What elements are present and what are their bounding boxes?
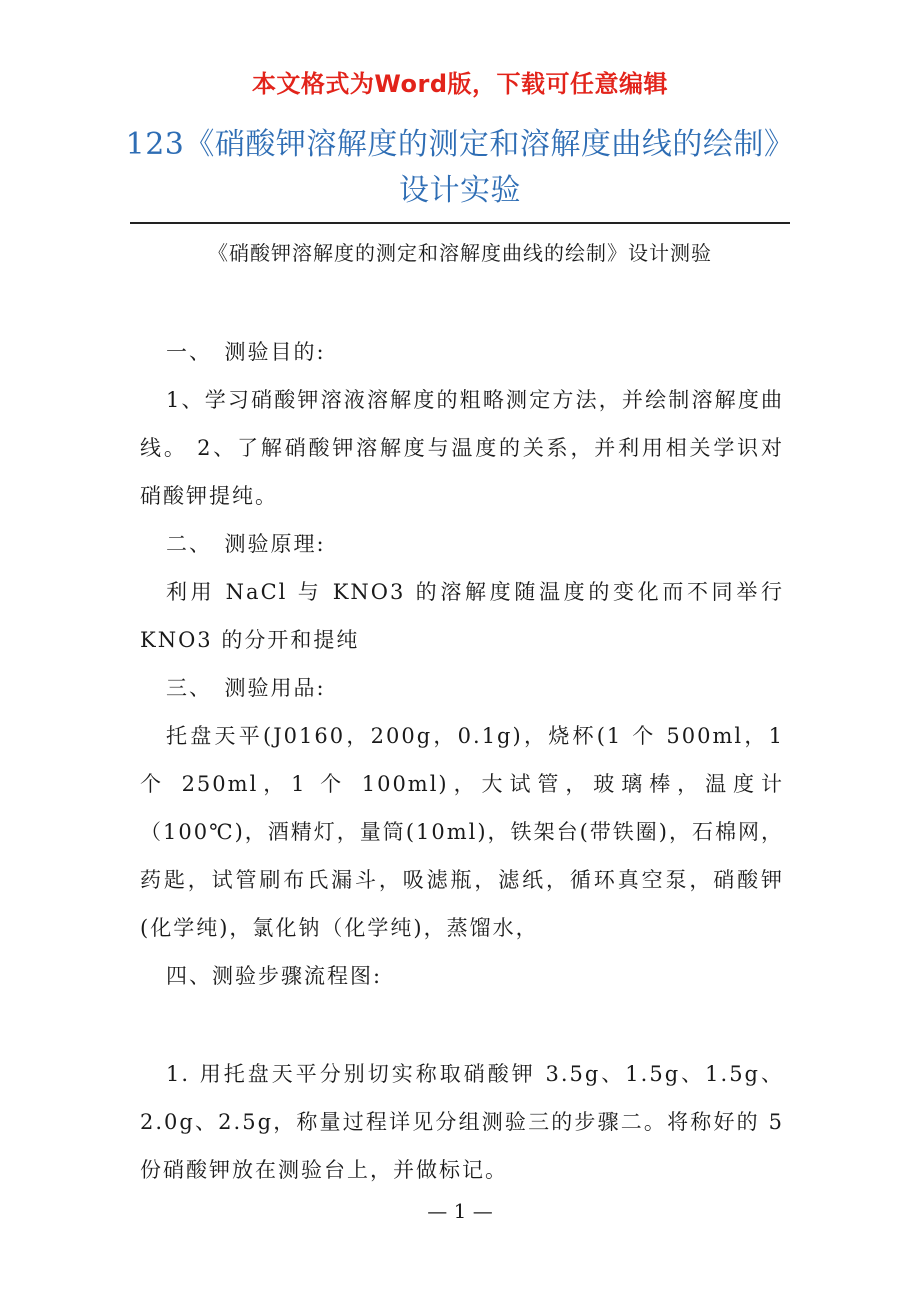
title-divider [130,222,790,224]
section-1-heading: 一、 测验目的: [166,340,326,364]
section-2-heading: 二、 测验原理: [166,532,326,556]
section-4-heading: 四、测验步骤流程图: [166,964,383,988]
step-1-paragraph: 1. 用托盘天平分别切实称取硝酸钾 3.5g、1.5g、1.5g、2.0g、2.5g，称量过程详见分组测验三的步骤二。将称好的 5 份硝酸钾放在测验台上，并做标记。 [140,1062,784,1182]
document-subtitle: 《硝酸钾溶解度的测定和溶解度曲线的绘制》设计测验 [208,241,712,265]
section-2-body: 利用 NaCl 与 KNO3 的溶解度随温度的变化而不同举行 KNO3 的分开和提纯 [140,580,784,652]
download-banner: 本文格式为Word版，下载可任意编辑 [251,70,669,98]
page-number: — 1 — [427,1199,493,1223]
section-3-heading: 三、 测验用品: [166,676,326,700]
document-title: 123《硝酸钾溶解度的测定和溶解度曲线的绘制》设计实验 [125,127,795,208]
section-1-body: 1、学习硝酸钾溶液溶解度的粗略测定方法，并绘制溶解度曲线。 2、了解硝酸钾溶解度与温度的关系，并利用相关学识对硝酸钾提纯。 [140,388,784,508]
section-3-body: 托盘天平(J0160，200g，0.1g)，烧杯(1 个 500ml，1 个 250ml，1 个 100ml)，大试管，玻璃棒，温度计（100℃)，酒精灯，量筒(10ml)，铁架台(带铁圈)，石棉网，药匙，试管刷布氏漏斗，吸滤瓶，滤纸，循环真空泵，硝酸钾(化学纯)，氯化钠（化学纯)，蒸馏水， [140,724,784,940]
